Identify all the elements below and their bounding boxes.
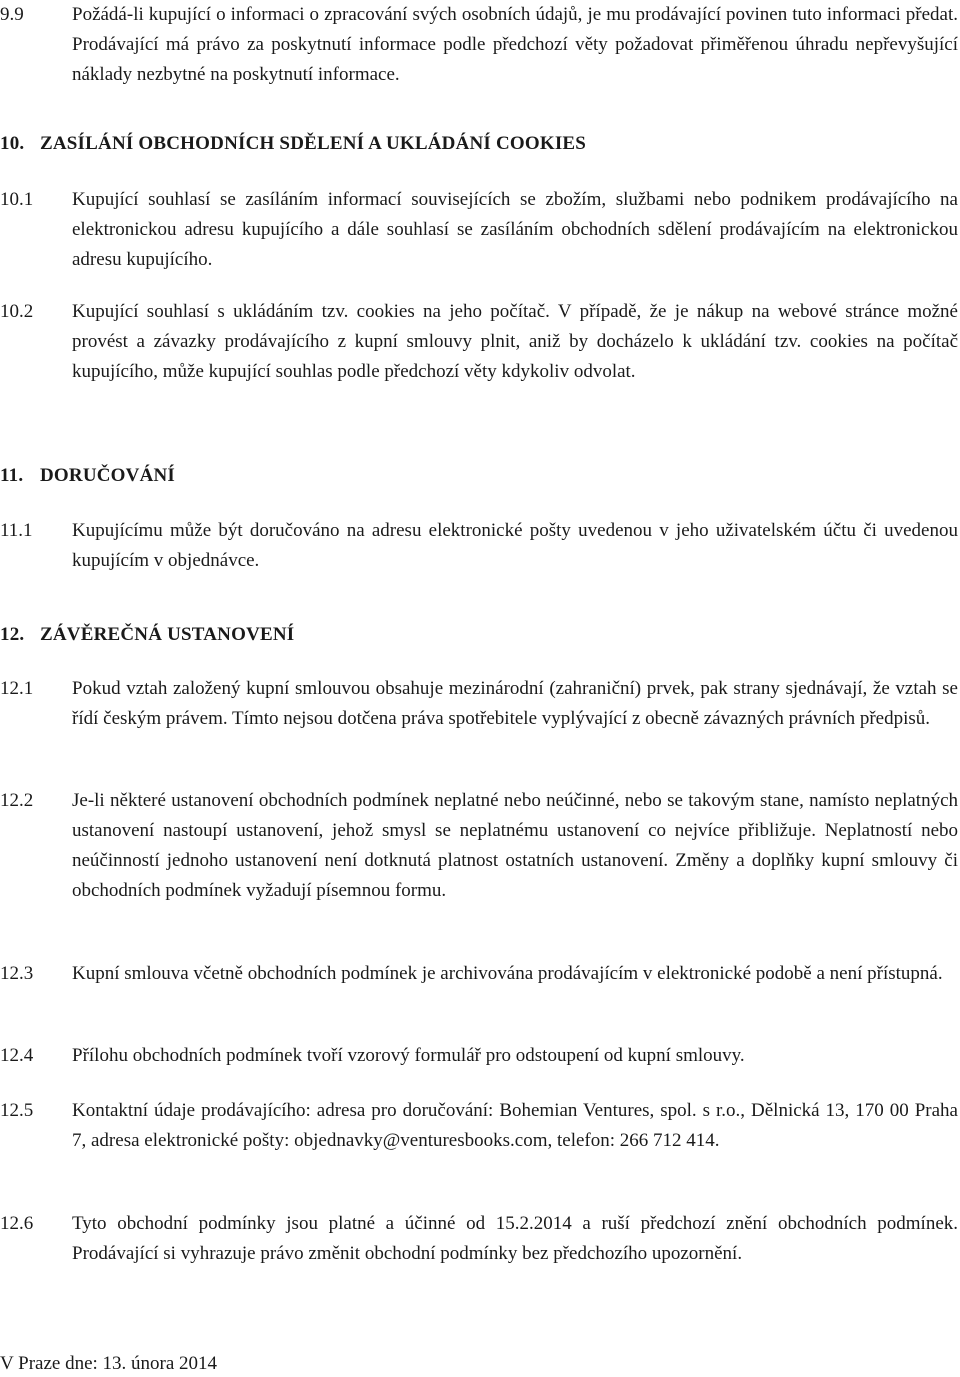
clause-text: Kupujícímu může být doručováno na adresu elektronické pošty uvedenou v jeho uživatelském účtu či uvedenou kupujícím v objednávce. [72,520,958,571]
clause-12-1 [0,674,960,734]
clause-number: 12.2 [0,790,34,811]
section-number: 10. [0,133,25,154]
section-title: DORUČOVÁNÍ [40,465,175,486]
clause-number: 11.1 [0,520,33,541]
clause-text: Přílohu obchodních podmínek tvoří vzorový formulář pro odstoupení od kupní smlouvy. [72,1045,745,1066]
section-heading-12 [0,620,294,650]
clause-number: 12.3 [0,963,34,984]
clause-10-1 [0,185,960,275]
section-number: 11. [0,465,24,486]
clause-number: 10.1 [0,189,34,210]
section-number: 12. [0,624,25,645]
clause-number: 12.6 [0,1213,34,1234]
clause-12-2 [0,786,960,906]
place-and-date: V Praze dne: 13. února 2014 [0,1353,218,1374]
section-heading-11 [0,461,175,491]
section-title: ZÁVĚREČNÁ USTANOVENÍ [40,624,295,645]
clause-text: Kupující souhlasí se zasíláním informací souvisejících se zbožím, službami nebo podnikem prodávajícího na elektronickou adresu kupujícího a dále souhlasí se zasíláním obchodních sdělení prodávajícím na elektronickou adresu kupujícího. [72,189,958,270]
clause-12-3 [0,959,960,989]
clause-number: 9.9 [0,4,24,25]
clause-text: Pokud vztah založený kupní smlouvou obsahuje mezinárodní (zahraniční) prvek, pak strany sjednávají, že vztah se řídí českým právem. Tímto nejsou dotčena práva spotřebitele vyplývající z obecně závazných právních předpisů. [72,678,958,729]
clause-11-1 [0,516,960,576]
clause-text: Kontaktní údaje prodávajícího: adresa pro doručování: Bohemian Ventures, spol. s r.o., Dělnická 13, 170 00 Praha 7, adresa elektronické pošty: objednavky@venturesbooks.com, telefon: 266 712 414. [72,1100,958,1151]
clause-12-5 [0,1096,960,1156]
clause-text: Kupující souhlasí s ukládáním tzv. cookies na jeho počítač. V případě, že je nákup na webové stránce možné provést a závazky prodávajícího z kupní smlouvy plnit, aniž by docházelo k ukládání tzv. cookies na počítač kupujícího, může kupující souhlas podle předchozí věty kdykoliv odvolat. [72,301,958,382]
section-title: ZASÍLÁNÍ OBCHODNÍCH SDĚLENÍ A UKLÁDÁNÍ COOKIES [40,133,587,154]
clause-text: Kupní smlouva včetně obchodních podmínek je archivována prodávajícím v elektronické podobě a není přístupná. [72,963,943,984]
clause-number: 12.1 [0,678,34,699]
clause-12-6 [0,1209,960,1269]
clause-number: 10.2 [0,301,34,322]
clause-text: Je-li některé ustanovení obchodních podmínek neplatné nebo neúčinné, nebo se takovým stane, namísto neplatných ustanovení nastoupí ustanovení, jehož smysl se neplatnému ustanovení co nejvíce přibližuje. Neplatností nebo neúčinností jednoho ustanovení není dotknutá platnost ostatních ustanovení. Změny a doplňky kupní smlouvy či obchodních podmínek vyžadují písemnou formu. [72,790,958,901]
clause-text: Tyto obchodní podmínky jsou platné a účinné od 15.2.2014 a ruší předchozí znění obchodních podmínek. Prodávající si vyhrazuje právo změnit obchodní podmínky bez předchozího upozornění. [72,1213,958,1264]
clause-number: 12.4 [0,1045,34,1066]
clause-10-2 [0,297,960,387]
clause-12-4 [0,1041,960,1071]
section-heading-10 [0,129,586,159]
clause-number: 12.5 [0,1100,34,1121]
clause-9-9 [0,0,960,90]
clause-text: Požádá-li kupující o informaci o zpracování svých osobních údajů, je mu prodávající povinen tuto informaci předat. Prodávající má právo za poskytnutí informace podle předchozí věty požadovat přiměřenou úhradu nepřevyšující náklady nezbytné na poskytnutí informace. [72,4,958,85]
